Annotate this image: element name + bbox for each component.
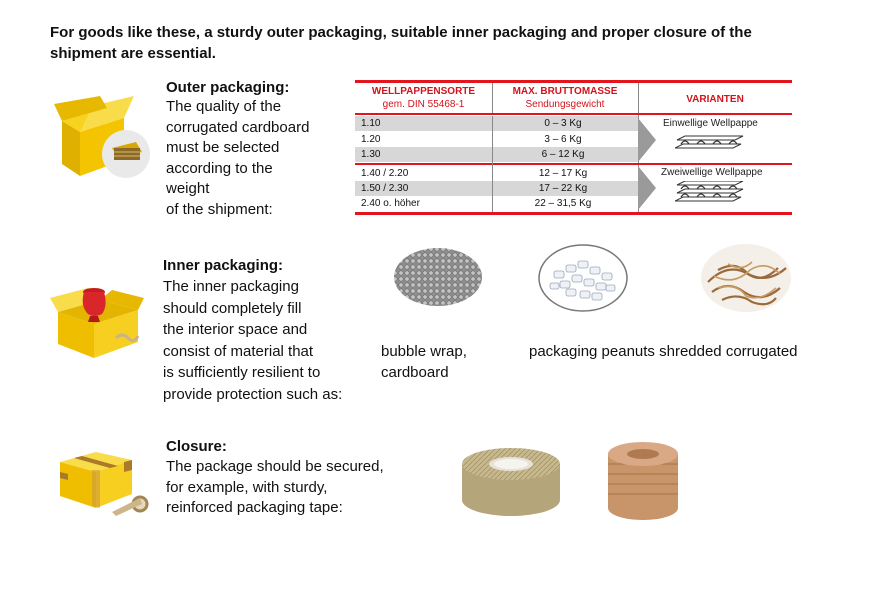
- inner-title: Inner packaging:: [163, 257, 284, 274]
- inner-text: The inner packaging should completely fill the interior space and consist of material that is sufficiently resilient to provide protection such as:: [163, 278, 343, 403]
- table-row: 1.10 0 – 3 Kg: [355, 116, 638, 131]
- table-row: 1.20 3 – 6 Kg: [355, 132, 638, 147]
- single-wall-cardboard-icon: [675, 134, 745, 156]
- outer-box-icon: [52, 96, 152, 186]
- reinforced-tape-roll-image: [458, 446, 564, 520]
- col-mass-header: MAX. BRUTTOMASSE: [512, 86, 618, 97]
- box-with-vase-icon: [50, 272, 145, 362]
- col-variants-header: VARIANTEN: [686, 94, 744, 105]
- table-row: 2.40 o. höher 22 – 31,5 Kg: [355, 196, 638, 211]
- kraft-tape-roll-image: [604, 440, 682, 524]
- outer-title: Outer packaging:: [166, 79, 290, 96]
- intro-text: For goods like these, a sturdy outer packaging, suitable inner packaging and proper closure of the shipment are essential.: [50, 24, 752, 62]
- cardboard-caption: cardboard: [381, 364, 449, 381]
- closure-text: The package should be secured, for example, with sturdy, reinforced packaging tape:: [166, 458, 384, 516]
- col-grade-subheader: gem. DIN 55468-1: [382, 99, 465, 110]
- double-wall-cardboard-icon: [675, 181, 747, 209]
- variant-double-wall-label: Zweiwellige Wellpappe: [661, 167, 763, 178]
- col-grade-header: WELLPAPPENSORTE: [371, 86, 476, 97]
- shredded-corrugated-image: [698, 242, 794, 314]
- table-row: 1.50 / 2.30 17 – 22 Kg: [355, 181, 638, 196]
- outer-text: The quality of the corrugated cardboard must be selected according to the weight of the shipment:: [166, 98, 310, 218]
- arrow-icon: [638, 116, 660, 212]
- variant-single-wall-label: Einwellige Wellpappe: [663, 118, 758, 129]
- table-row: 1.30 6 – 12 Kg: [355, 147, 638, 162]
- col-mass-subheader: Sendungsgewicht: [525, 99, 605, 110]
- bubble-wrap-image: [392, 246, 484, 308]
- packaging-peanuts-image: [536, 243, 630, 313]
- taped-box-icon: [52, 446, 152, 518]
- table-row: 1.40 / 2.20 12 – 17 Kg: [355, 166, 638, 181]
- peanuts-shredded-caption: packaging peanuts shredded corrugated: [529, 343, 798, 360]
- closure-title: Closure:: [166, 438, 227, 455]
- cardboard-grade-table: [355, 80, 792, 216]
- bubble-wrap-caption: bubble wrap,: [381, 343, 467, 360]
